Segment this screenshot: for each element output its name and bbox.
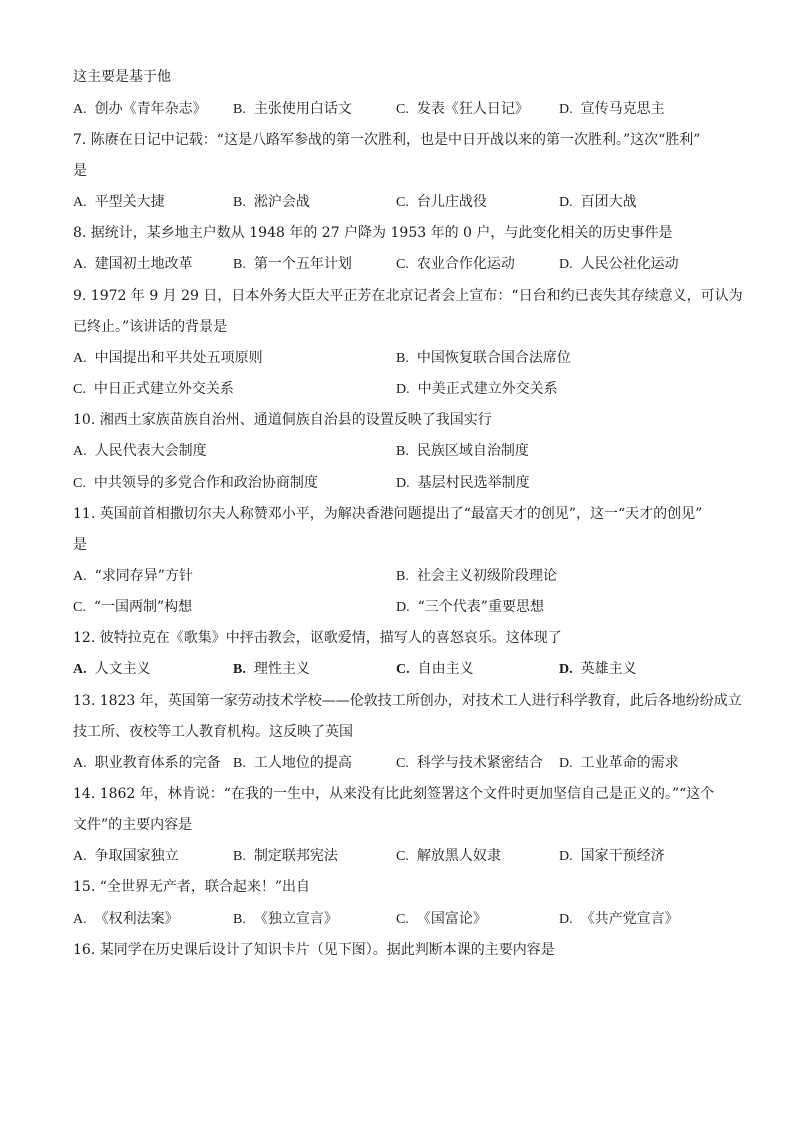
option-letter: D.	[559, 257, 573, 272]
option-letter: B.	[233, 102, 246, 117]
option-text: 人民代表大会制度	[94, 443, 207, 459]
option-a	[73, 754, 221, 773]
option-letter: C.	[73, 600, 86, 615]
option-text: 制定联邦宪法	[253, 848, 338, 864]
option-text: “三个代表”重要思想	[417, 599, 544, 615]
option-letter: B.	[233, 257, 246, 272]
option-letter: C.	[396, 195, 409, 210]
option-text: 主张使用白话文	[253, 101, 352, 117]
option-letter: D.	[559, 102, 573, 117]
option-text: 第一个五年计划	[253, 256, 352, 272]
option-text: “一国两制”构想	[93, 599, 193, 615]
option-d	[559, 660, 637, 679]
question-9-stem-continued: 已终止。”该讲话的背景是	[73, 319, 228, 335]
option-b	[233, 255, 352, 274]
option-text: 社会主义初级阶段理论	[416, 568, 557, 584]
option-a	[73, 660, 151, 679]
option-d	[559, 754, 679, 773]
option-letter: A.	[73, 444, 87, 459]
option-text: 人民公社化运动	[580, 256, 679, 272]
option-letter: B.	[233, 756, 246, 771]
option-c	[396, 847, 501, 866]
option-text: 中日正式建立外交关系	[93, 381, 234, 397]
option-letter: B.	[233, 662, 246, 677]
option-letter: D.	[396, 382, 410, 397]
option-letter: D.	[559, 662, 573, 677]
question-7-stem-continued: 是	[73, 163, 87, 179]
option-a	[73, 100, 207, 119]
option-text: 《国富论》	[416, 911, 487, 927]
option-text: 理性主义	[253, 661, 310, 677]
option-text: 发表《狂人日记》	[416, 101, 529, 117]
option-letter: C.	[396, 102, 409, 117]
option-letter: C.	[396, 756, 409, 771]
option-b	[233, 754, 352, 773]
option-letter: C.	[396, 662, 410, 677]
option-text: 中国恢复联合国合法席位	[416, 350, 571, 366]
option-letter: C.	[396, 912, 409, 927]
option-letter: B.	[233, 195, 246, 210]
option-c	[73, 598, 192, 617]
option-letter: C.	[396, 849, 409, 864]
option-text: 创办《青年杂志》	[94, 101, 207, 117]
option-letter: A.	[73, 257, 87, 272]
option-letter: B.	[396, 444, 409, 459]
option-text: 争取国家独立	[94, 848, 179, 864]
question-11-stem: 11. 英国前首相撒切尔夫人称赞邓小平，为解决香港问题提出了“最富天才的创见”，这一“天才的创见”	[73, 506, 703, 522]
option-letter: D.	[396, 600, 410, 615]
question-13-stem: 13. 1823 年，英国第一家劳动技术学校——伦敦技工所创办，对技术工人进行科学教育，此后各地纷纷成立	[73, 693, 742, 709]
option-c	[396, 255, 515, 274]
option-text: 国家干预经济	[580, 848, 665, 864]
option-text: 《共产党宣言》	[580, 911, 679, 927]
option-b	[233, 910, 338, 929]
option-c	[396, 754, 543, 773]
question-6-stem-tail: 这主要是基于他	[73, 69, 171, 85]
option-letter: D.	[559, 195, 573, 210]
option-letter: D.	[396, 476, 410, 491]
option-text: 宣传马克思主	[580, 101, 665, 117]
option-c	[396, 910, 487, 929]
option-letter: A.	[73, 195, 87, 210]
option-a	[73, 910, 179, 929]
question-15-stem: 15. “全世界无产者，联合起来！”出自	[73, 879, 311, 895]
option-letter: A.	[73, 662, 87, 677]
option-letter: A.	[73, 351, 87, 366]
question-9-stem: 9. 1972 年 9 月 29 日，日本外务大臣大平正芳在北京记者会上宣布：“日台和约已丧失其存续意义，可认为	[73, 288, 743, 304]
option-text: 职业教育体系的完备	[94, 755, 221, 771]
option-d	[559, 910, 679, 929]
option-letter: C.	[73, 476, 86, 491]
option-d	[396, 598, 544, 617]
option-d	[559, 255, 679, 274]
option-letter: B.	[396, 351, 409, 366]
option-a	[73, 442, 207, 461]
option-text: 《独立宣言》	[253, 911, 338, 927]
option-text: 中国提出和平共处五项原则	[94, 350, 263, 366]
option-b	[233, 100, 352, 119]
question-16-stem: 16. 某同学在历史课后设计了知识卡片（见下图）。据此判断本课的主要内容是	[73, 942, 555, 958]
option-d	[559, 100, 665, 119]
option-b	[233, 660, 310, 679]
option-text: 工业革命的需求	[580, 755, 679, 771]
question-7-stem: 7. 陈赓在日记中记载：“这是八路军参战的第一次胜利，也是中日开战以来的第一次胜利。”这次“胜利”	[73, 132, 701, 148]
option-a	[73, 847, 179, 866]
option-letter: D.	[559, 849, 573, 864]
option-text: “求同存异”方针	[94, 568, 193, 584]
option-c	[73, 380, 234, 399]
option-text: 科学与技术紧密结合	[416, 755, 543, 771]
option-letter: C.	[396, 257, 409, 272]
option-d	[396, 380, 558, 399]
option-text: 民族区域自治制度	[416, 443, 529, 459]
option-letter: B.	[233, 912, 246, 927]
option-b	[396, 349, 571, 368]
option-text: 百团大战	[580, 194, 637, 210]
option-b	[233, 847, 338, 866]
question-13-stem-continued: 技工所、夜校等工人教育机构。这反映了英国	[73, 724, 353, 740]
question-11-stem-continued: 是	[73, 537, 87, 553]
option-letter: A.	[73, 849, 87, 864]
option-text: 英雄主义	[580, 661, 637, 677]
option-c	[396, 100, 529, 119]
question-10-stem: 10. 湘西土家族苗族自治州、通道侗族自治县的设置反映了我国实行	[73, 412, 492, 428]
option-b	[233, 193, 310, 212]
question-12-stem: 12. 彼特拉克在《歌集》中抨击教会，讴歌爱情，描写人的喜怒哀乐。这体现了	[73, 630, 562, 646]
option-c	[396, 660, 474, 679]
option-letter: D.	[559, 912, 573, 927]
option-a	[73, 349, 263, 368]
option-b	[396, 442, 529, 461]
option-text: 基层村民选举制度	[417, 475, 530, 491]
option-text: 自由主义	[417, 661, 474, 677]
option-text: 平型关大捷	[94, 194, 165, 210]
option-letter: C.	[73, 382, 86, 397]
option-text: 人文主义	[94, 661, 151, 677]
option-c	[396, 193, 487, 212]
option-a	[73, 255, 193, 274]
option-c	[73, 474, 318, 493]
option-text: 中美正式建立外交关系	[417, 381, 558, 397]
option-d	[559, 847, 665, 866]
option-text: 淞沪会战	[253, 194, 310, 210]
option-letter: D.	[559, 756, 573, 771]
option-a	[73, 567, 193, 586]
option-text: 建国初土地改革	[94, 256, 193, 272]
question-14-stem-continued: 文件”的主要内容是	[73, 817, 193, 833]
option-letter: A.	[73, 102, 87, 117]
option-d	[396, 474, 530, 493]
option-text: 《权利法案》	[94, 911, 179, 927]
option-text: 解放黑人奴隶	[416, 848, 501, 864]
option-d	[559, 193, 637, 212]
option-letter: A.	[73, 912, 87, 927]
option-a	[73, 193, 165, 212]
option-b	[396, 567, 557, 586]
option-text: 中共领导的多党合作和政治协商制度	[93, 475, 318, 491]
question-8-stem: 8. 据统计，某乡地主户数从 1948 年的 27 户降为 1953 年的 0 户，与此变化相关的历史事件是	[73, 225, 673, 241]
question-14-stem: 14. 1862 年，林肯说：“在我的一生中，从来没有比此刻签署这个文件时更加坚信自己是正义的。”“这个	[73, 786, 715, 802]
option-text: 工人地位的提高	[253, 755, 352, 771]
option-letter: A.	[73, 569, 87, 584]
option-text: 农业合作化运动	[416, 256, 515, 272]
option-letter: B.	[233, 849, 246, 864]
option-letter: B.	[396, 569, 409, 584]
option-text: 台儿庄战役	[416, 194, 487, 210]
option-letter: A.	[73, 756, 87, 771]
